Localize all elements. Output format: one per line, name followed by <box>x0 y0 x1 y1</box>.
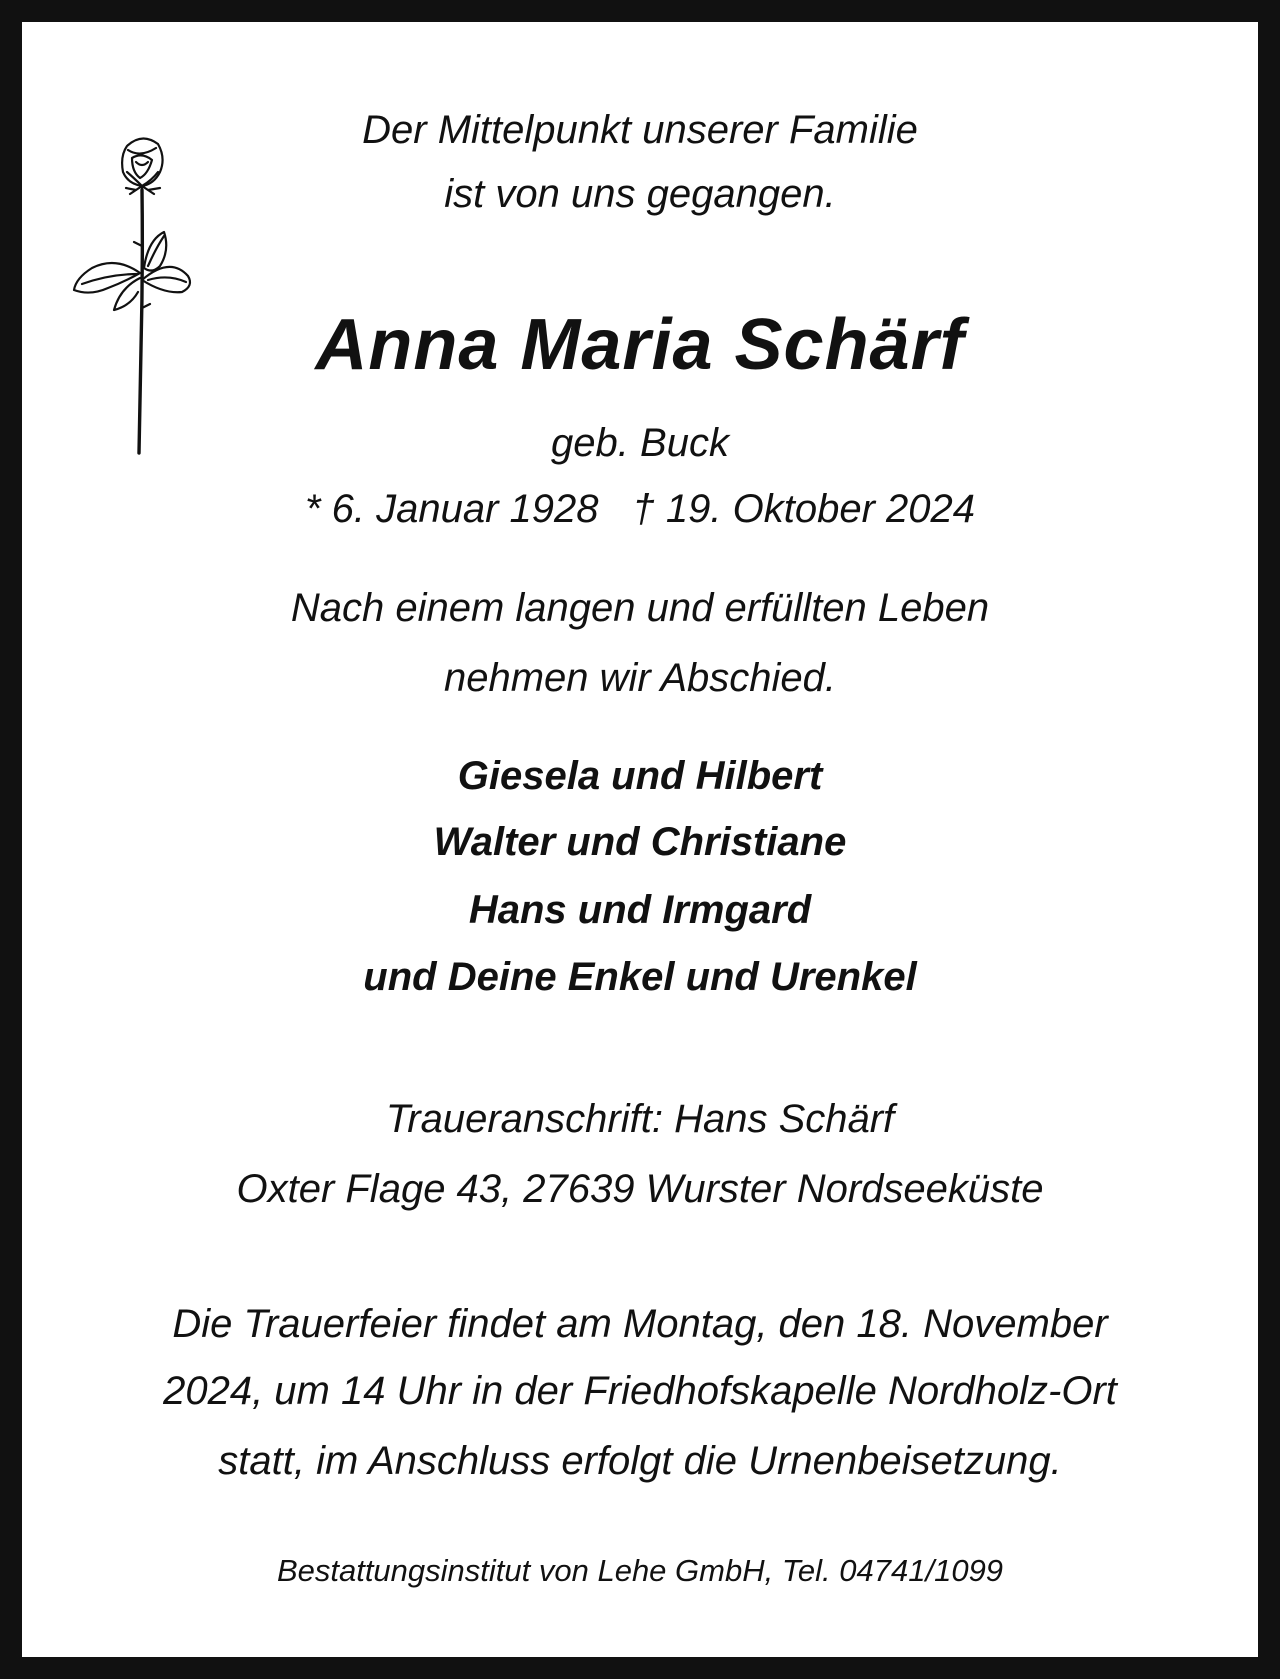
family-line-2: Walter und Christiane <box>433 820 847 864</box>
family-line-1: Giesela und Hilbert <box>457 754 823 798</box>
family-line-4: und Deine Enkel und Urenkel <box>363 955 917 999</box>
death-date: † 19. Oktober 2024 <box>632 487 976 531</box>
address-line-1: Traueranschrift: Hans Schärf <box>385 1097 895 1141</box>
service-line-1: Die Trauerfeier findet am Montag, den 18. November <box>172 1302 1108 1346</box>
farewell-line-1: Nach einem langen und erfüllten Leben <box>290 586 990 630</box>
intro-line-2: ist von uns gegangen. <box>444 172 836 216</box>
birth-name: geb. Buck <box>551 421 729 465</box>
deceased-name: Anna Maria Schärf <box>315 305 965 385</box>
service-line-2: 2024, um 14 Uhr in der Friedhofskapelle Nordholz-Ort <box>163 1369 1117 1413</box>
life-dates <box>40 489 1240 529</box>
address-line-2: Oxter Flage 43, 27639 Wurster Nordseeküste <box>236 1167 1044 1211</box>
service-line-3: statt, im Anschluss erfolgt die Urnenbeisetzung. <box>218 1439 1062 1483</box>
farewell-line-2: nehmen wir Abschied. <box>443 656 837 700</box>
funeral-home-contact: Bestattungsinstitut von Lehe GmbH, Tel. 04741/1099 <box>276 1553 1004 1588</box>
birth-date: * 6. Januar 1928 <box>304 487 599 531</box>
intro-line-1: Der Mittelpunkt unserer Familie <box>362 108 918 152</box>
family-line-3: Hans und Irmgard <box>468 888 812 932</box>
